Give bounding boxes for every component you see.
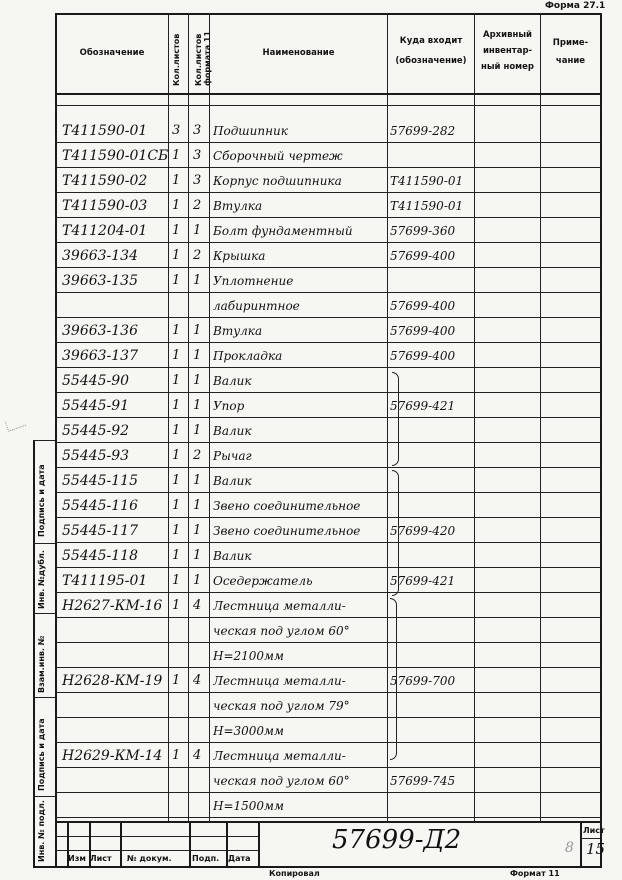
row-line xyxy=(55,342,601,343)
row-name: Валик xyxy=(213,549,252,563)
margin-tick: 8 xyxy=(565,840,574,856)
row-format: 1 xyxy=(193,523,202,538)
frame-top xyxy=(55,13,601,15)
row-where-used: 57699-421 xyxy=(390,574,456,588)
row-designation: Н2629-КМ-14 xyxy=(62,748,163,764)
row-line xyxy=(55,717,601,718)
row-sheets: 3 xyxy=(172,123,181,138)
format-label: Формат 11 xyxy=(510,869,560,878)
row-name: Валик xyxy=(213,424,252,438)
row-designation: Т411195-01 xyxy=(62,573,148,589)
row-format: 1 xyxy=(193,548,202,563)
row-where-used: 57699-400 xyxy=(390,299,456,313)
row-format: 1 xyxy=(193,373,202,388)
row-name: ческая под углом 60° xyxy=(213,774,350,788)
row-name: Втулка xyxy=(213,199,263,213)
row-format: 1 xyxy=(193,348,202,363)
row-sheets: 1 xyxy=(172,223,181,238)
row-where-used: 57699-745 xyxy=(390,774,456,788)
row-name: Втулка xyxy=(213,324,263,338)
row-where-used: Т411590-01 xyxy=(390,174,464,188)
row-format: 1 xyxy=(193,473,202,488)
row-line-spacer xyxy=(55,105,601,106)
row-format: 1 xyxy=(193,273,202,288)
tb-col-doc-no: № докум. xyxy=(127,854,172,863)
header-note-1: Приме- xyxy=(552,38,589,48)
row-designation: 39663-135 xyxy=(62,273,138,289)
row-name: Н=3000мм xyxy=(213,724,284,738)
title-block-top xyxy=(55,821,601,823)
row-format: 1 xyxy=(193,398,202,413)
frame-bottom xyxy=(33,866,601,868)
row-designation: Н2628-КМ-19 xyxy=(62,673,163,689)
header-where-2: (обозначение) xyxy=(395,56,467,66)
strip-label-dup-inv: Инв. №дубл. xyxy=(37,550,46,609)
row-designation: 55445-90 xyxy=(62,373,130,389)
tb-col-sheet-label: Лист xyxy=(90,854,112,863)
row-designation: 39663-134 xyxy=(62,248,138,264)
strip-label-orig-inv: Инв. № подл. xyxy=(37,800,46,862)
header-archive-1: Архивный xyxy=(483,30,532,40)
header-format-sheets: Кол.листов формата 11 xyxy=(194,30,212,86)
row-line xyxy=(55,767,601,768)
row-sheets: 1 xyxy=(172,548,181,563)
row-line xyxy=(55,367,601,368)
row-sheets: 1 xyxy=(172,148,181,163)
row-designation: 55445-92 xyxy=(62,423,130,439)
row-designation: 55445-118 xyxy=(62,548,138,564)
tb-col-sign: Подп. xyxy=(192,854,220,863)
strip-label-sign-date-1: Подпись и дата xyxy=(37,464,46,537)
row-line xyxy=(55,592,601,593)
row-name: Н=1500мм xyxy=(213,799,284,813)
row-name: Валик xyxy=(213,474,252,488)
row-format: 1 xyxy=(193,223,202,238)
row-sheets: 1 xyxy=(172,498,181,513)
row-sheets: 1 xyxy=(172,573,181,588)
row-designation: Т411590-01СБ xyxy=(62,148,169,164)
row-name: ческая под углом 79° xyxy=(213,699,350,713)
row-name: Упор xyxy=(213,399,245,413)
row-designation: 39663-136 xyxy=(62,323,138,339)
strip-div-4 xyxy=(33,796,55,797)
row-line xyxy=(55,417,601,418)
margin-smudge xyxy=(5,415,27,432)
row-where-used: 57699-420 xyxy=(390,524,456,538)
tb-sheet-div xyxy=(580,838,600,839)
tb-col-6 xyxy=(258,821,260,867)
row-sheets: 1 xyxy=(172,323,181,338)
header-name: Наименование xyxy=(262,48,335,58)
header-sheets-count: Кол.листов xyxy=(172,33,181,86)
row-designation: 39663-137 xyxy=(62,348,138,364)
row-designation: Т411590-01 xyxy=(62,123,148,139)
row-name: Валик xyxy=(213,374,252,388)
tb-col-4 xyxy=(189,821,191,867)
row-line xyxy=(55,742,601,743)
row-line xyxy=(55,492,601,493)
row-sheets: 1 xyxy=(172,523,181,538)
row-sheets: 1 xyxy=(172,198,181,213)
strip-label-replace-inv: Взам.инв. № xyxy=(37,635,46,693)
tb-col-date: Дата xyxy=(228,854,251,863)
row-format: 3 xyxy=(193,173,202,188)
row-sheets: 1 xyxy=(172,748,181,763)
row-designation: 55445-117 xyxy=(62,523,138,539)
row-name: Сборочный чертеж xyxy=(213,149,343,163)
row-name: Звено соединительное xyxy=(213,499,361,513)
row-line xyxy=(55,317,601,318)
row-where-used: 57699-400 xyxy=(390,349,456,363)
row-line xyxy=(55,142,601,143)
row-where-used: 57699-700 xyxy=(390,674,456,688)
row-designation: Н2627-КМ-16 xyxy=(62,598,163,614)
row-format: 4 xyxy=(193,748,202,763)
row-sheets: 1 xyxy=(172,473,181,488)
row-sheets: 1 xyxy=(172,273,181,288)
row-format: 2 xyxy=(193,248,202,263)
header-archive-3: ный номер xyxy=(481,62,534,72)
row-line xyxy=(55,192,601,193)
row-line xyxy=(55,617,601,618)
row-name: Болт фундаментный xyxy=(213,224,353,238)
row-where-used: 57699-400 xyxy=(390,249,456,263)
row-format: 1 xyxy=(193,423,202,438)
row-designation: 55445-91 xyxy=(62,398,130,414)
row-name: ческая под углом 60° xyxy=(213,624,350,638)
bracket-group-420 xyxy=(392,470,399,596)
row-line xyxy=(55,542,601,543)
strip-div-1 xyxy=(33,543,55,544)
bracket-group-421 xyxy=(392,372,399,466)
row-line xyxy=(55,392,601,393)
row-sheets: 1 xyxy=(172,398,181,413)
strip-top xyxy=(33,440,55,441)
row-name: Рычаг xyxy=(213,449,252,463)
row-name: Уплотнение xyxy=(213,274,294,288)
row-name: лабиринтное xyxy=(213,299,300,313)
strip-div-3 xyxy=(33,697,55,698)
row-designation: Т411590-03 xyxy=(62,198,148,214)
row-name: Прокладка xyxy=(213,349,283,363)
row-line xyxy=(55,567,601,568)
row-format: 4 xyxy=(193,673,202,688)
strip-outer xyxy=(33,440,35,868)
sheet-label: Лист xyxy=(583,826,605,835)
tb-col-change: Изм xyxy=(68,854,86,863)
row-format: 3 xyxy=(193,148,202,163)
header-where-1: Куда входит xyxy=(399,36,463,46)
sheet-number: 15 xyxy=(586,840,606,858)
row-line xyxy=(55,242,601,243)
row-line xyxy=(55,217,601,218)
row-line xyxy=(55,467,601,468)
row-designation: Т411204-01 xyxy=(62,223,148,239)
row-sheets: 1 xyxy=(172,348,181,363)
row-name: Подшипник xyxy=(213,124,288,138)
row-line xyxy=(55,692,601,693)
header-note-2: чание xyxy=(555,56,586,66)
header-designation: Обозначение xyxy=(79,48,145,58)
strip-label-sign-date-2: Подпись и дата xyxy=(37,718,46,791)
row-format: 2 xyxy=(193,448,202,463)
row-sheets: 1 xyxy=(172,598,181,613)
row-name: Лестница металли- xyxy=(213,749,346,763)
row-format: 1 xyxy=(193,323,202,338)
row-where-used: 57699-400 xyxy=(390,324,456,338)
row-sheets: 1 xyxy=(172,373,181,388)
row-sheets: 1 xyxy=(172,673,181,688)
row-where-used: 57699-421 xyxy=(390,399,456,413)
row-sheets: 1 xyxy=(172,423,181,438)
row-name: Лестница металли- xyxy=(213,599,346,613)
row-designation: 55445-115 xyxy=(62,473,138,489)
row-line xyxy=(55,792,601,793)
row-sheets: 1 xyxy=(172,448,181,463)
row-name: Корпус подшипника xyxy=(213,174,342,188)
row-line xyxy=(55,167,601,168)
row-format: 3 xyxy=(193,123,202,138)
row-format: 1 xyxy=(193,573,202,588)
header-bottom xyxy=(55,93,601,95)
form-label: Форма 27.1 xyxy=(545,1,606,11)
row-format: 4 xyxy=(193,598,202,613)
row-line xyxy=(55,642,601,643)
row-line xyxy=(55,442,601,443)
doc-number: 57699-Д2 xyxy=(332,825,462,855)
tb-col-3 xyxy=(120,821,122,867)
bracket-group-700 xyxy=(390,598,397,760)
row-name: Крышка xyxy=(213,249,266,263)
copied-label: Копировал xyxy=(269,869,320,878)
row-name: Оседержатель xyxy=(213,574,313,588)
row-where-used: 57699-360 xyxy=(390,224,456,238)
tb-col-sheet xyxy=(580,821,582,867)
row-where-used: 57699-282 xyxy=(390,124,456,138)
row-designation: Т411590-02 xyxy=(62,173,148,189)
row-name: Н=2100мм xyxy=(213,649,284,663)
row-designation: 55445-93 xyxy=(62,448,130,464)
row-line xyxy=(55,267,601,268)
row-designation: 55445-116 xyxy=(62,498,138,514)
row-where-used: Т411590-01 xyxy=(390,199,464,213)
header-archive-2: инвентар- xyxy=(482,46,533,56)
row-line xyxy=(55,517,601,518)
strip-div-2 xyxy=(33,613,55,614)
row-line xyxy=(55,292,601,293)
row-format: 2 xyxy=(193,198,202,213)
row-sheets: 1 xyxy=(172,248,181,263)
row-line xyxy=(55,667,601,668)
row-name: Звено соединительное xyxy=(213,524,361,538)
row-line xyxy=(55,817,601,818)
row-sheets: 1 xyxy=(172,173,181,188)
row-name: Лестница металли- xyxy=(213,674,346,688)
row-format: 1 xyxy=(193,498,202,513)
